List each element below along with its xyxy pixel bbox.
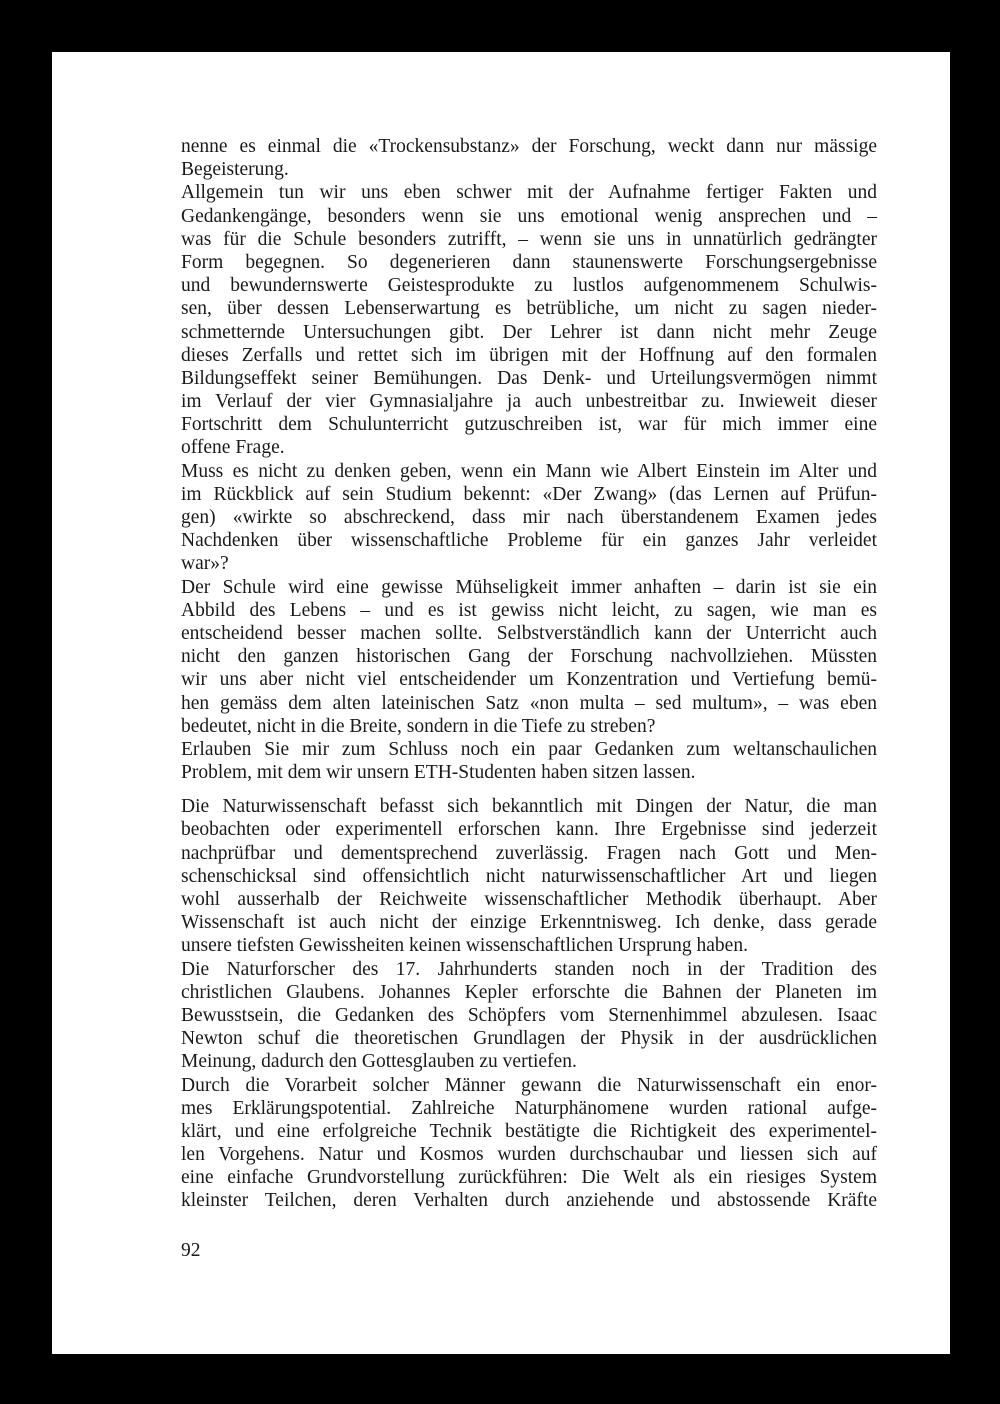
paragraph [181, 958, 877, 1074]
body-text [181, 135, 877, 1213]
text-line: Bewusstsein, die Gedanken des Schöpfers vom Sternenhimmel abzulesen. Isaac [181, 1004, 877, 1026]
text-line: Abbild des Lebens – und es ist gewiss nicht leicht, zu sagen, wie man es [181, 599, 877, 621]
text-line: bedeutet, nicht in die Breite, sondern in die Tiefe zu streben? [181, 715, 656, 737]
text-line: wohl ausserhalb der Reichweite wissenschaftlicher Methodik überhaupt. Aber [181, 889, 877, 910]
text-line: Die Naturwissenschaft befasst sich bekanntlich mit Dingen der Natur, die man [181, 796, 877, 818]
text-line: Muss es nicht zu denken geben, wenn ein Mann wie Albert Einstein im Alter und [181, 460, 877, 482]
text-line: nachprüfbar und dementsprechend zuverlässig. Fragen nach Gott und Men- [181, 842, 877, 864]
text-line: Fortschritt dem Schulunterricht gutzuschreiben ist, war für mich immer eine [181, 414, 877, 436]
text-line: sen, über dessen Lebenserwartung es betrübliche, um nicht zu sagen nieder- [181, 298, 877, 320]
paragraph [181, 738, 877, 784]
text-line: Wissenschaft ist auch nicht der einzige Erkenntnisweg. Ich denke, dass gerade [181, 912, 877, 934]
text-line: kleinster Teilchen, deren Verhalten durch anziehende und abstossende Kräfte [181, 1190, 877, 1212]
text-line: wir uns aber nicht viel entscheidender um Konzentration und Vertiefung bemü- [181, 669, 877, 691]
text-line: len Vorgehens. Natur und Kosmos wurden durchschaubar und liessen sich auf [181, 1144, 877, 1166]
text-line: offene Frage. [181, 437, 285, 459]
text-line: Allgemein tun wir uns eben schwer mit der Aufnahme fertiger Fakten und [181, 182, 877, 204]
text-line: hen gemäss dem alten lateinischen Satz «non multa – sed multum», – was eben [181, 692, 877, 714]
text-line: Form begegnen. So degenerieren dann staunenswerte Forschungsergebnisse [181, 251, 877, 273]
text-line: unsere tiefsten Gewissheiten keinen wissenschaftlichen Ursprung haben. [181, 935, 748, 957]
text-line: eine einfache Grundvorstellung zurückführen: Die Welt als ein riesiges System [181, 1167, 877, 1189]
text-line: war»? [181, 553, 229, 575]
text-line: Meinung, dadurch den Gottesglauben zu vertiefen. [181, 1051, 577, 1073]
text-line: Newton schuf die theoretischen Grundlagen der Physik in der ausdrücklichen [181, 1028, 877, 1050]
text-line: und bewundernswerte Geistesprodukte zu lustlos aufgenommenem Schulwis- [181, 275, 877, 297]
text-line: schenschicksal sind offensichtlich nicht naturwissenschaftlicher Art und liegen [181, 865, 877, 887]
text-line: nicht den ganzen historischen Gang der Forschung nachvollziehen. Müssten [181, 646, 877, 668]
section-gap [181, 784, 877, 795]
document-page [52, 52, 950, 1354]
text-line: was für die Schule besonders zutrifft, – wenn sie uns in unnatürlich gedrängter [181, 228, 877, 250]
text-line: im Verlauf der vier Gymnasialjahre ja auch unbestreitbar zu. Inwieweit dieser [181, 391, 877, 413]
page-number: 92 [181, 1240, 201, 1261]
paragraph [181, 135, 877, 181]
text-line: gen) «wirkte so abschreckend, dass mir nach überstandenem Examen jedes [181, 507, 877, 528]
text-line: Die Naturforscher des 17. Jahrhunderts standen noch in der Tradition des [181, 958, 877, 980]
text-line: schmetternde Untersuchungen gibt. Der Lehrer ist dann nicht mehr Zeuge [181, 321, 877, 343]
text-line: klärt, und eine erfolgreiche Technik bestätigte die Richtigkeit des experimentel- [181, 1120, 877, 1142]
text-line: entscheidend besser machen sollte. Selbstverständlich kann der Unterricht auch [181, 622, 877, 644]
paragraph [181, 181, 877, 459]
paragraph [181, 576, 877, 738]
text-line: Der Schule wird eine gewisse Mühseligkeit immer anhaften – darin ist sie ein [181, 576, 877, 598]
text-line: Bildungseffekt seiner Bemühungen. Das Denk- und Urteilungsvermögen nimmt [181, 367, 877, 389]
text-line: Durch die Vorarbeit solcher Männer gewann die Naturwissenschaft ein enor- [181, 1074, 877, 1096]
text-line: Begeisterung. [181, 159, 289, 181]
text-line: Problem, mit dem wir unsern ETH-Studenten haben sitzen lassen. [181, 762, 696, 784]
text-line: Erlauben Sie mir zum Schluss noch ein paar Gedanken zum weltanschaulichen [181, 738, 877, 760]
text-line: christlichen Glaubens. Johannes Kepler erforschte die Bahnen der Planeten im [181, 981, 877, 1003]
text-line: im Rückblick auf sein Studium bekennt: «Der Zwang» (das Lernen auf Prüfun- [181, 483, 877, 505]
text-line: beobachten oder experimentell erforschen kann. Ihre Ergebnisse sind jederzeit [181, 819, 877, 841]
text-line: Gedankengänge, besonders wenn sie uns emotional wenig ansprechen und – [181, 205, 877, 227]
paragraph [181, 1074, 877, 1213]
paragraph [181, 460, 877, 576]
text-line: mes Erklärungspotential. Zahlreiche Naturphänomene wurden rational aufge- [181, 1097, 877, 1119]
text-line: dieses Zerfalls und rettet sich im übrigen mit der Hoffnung auf den formalen [181, 344, 877, 366]
text-line: Nachdenken über wissenschaftliche Probleme für ein ganzes Jahr verleidet [181, 530, 877, 552]
text-line: nenne es einmal die «Trockensubstanz» der Forschung, weckt dann nur mässige [181, 136, 877, 157]
paragraph [181, 795, 877, 957]
